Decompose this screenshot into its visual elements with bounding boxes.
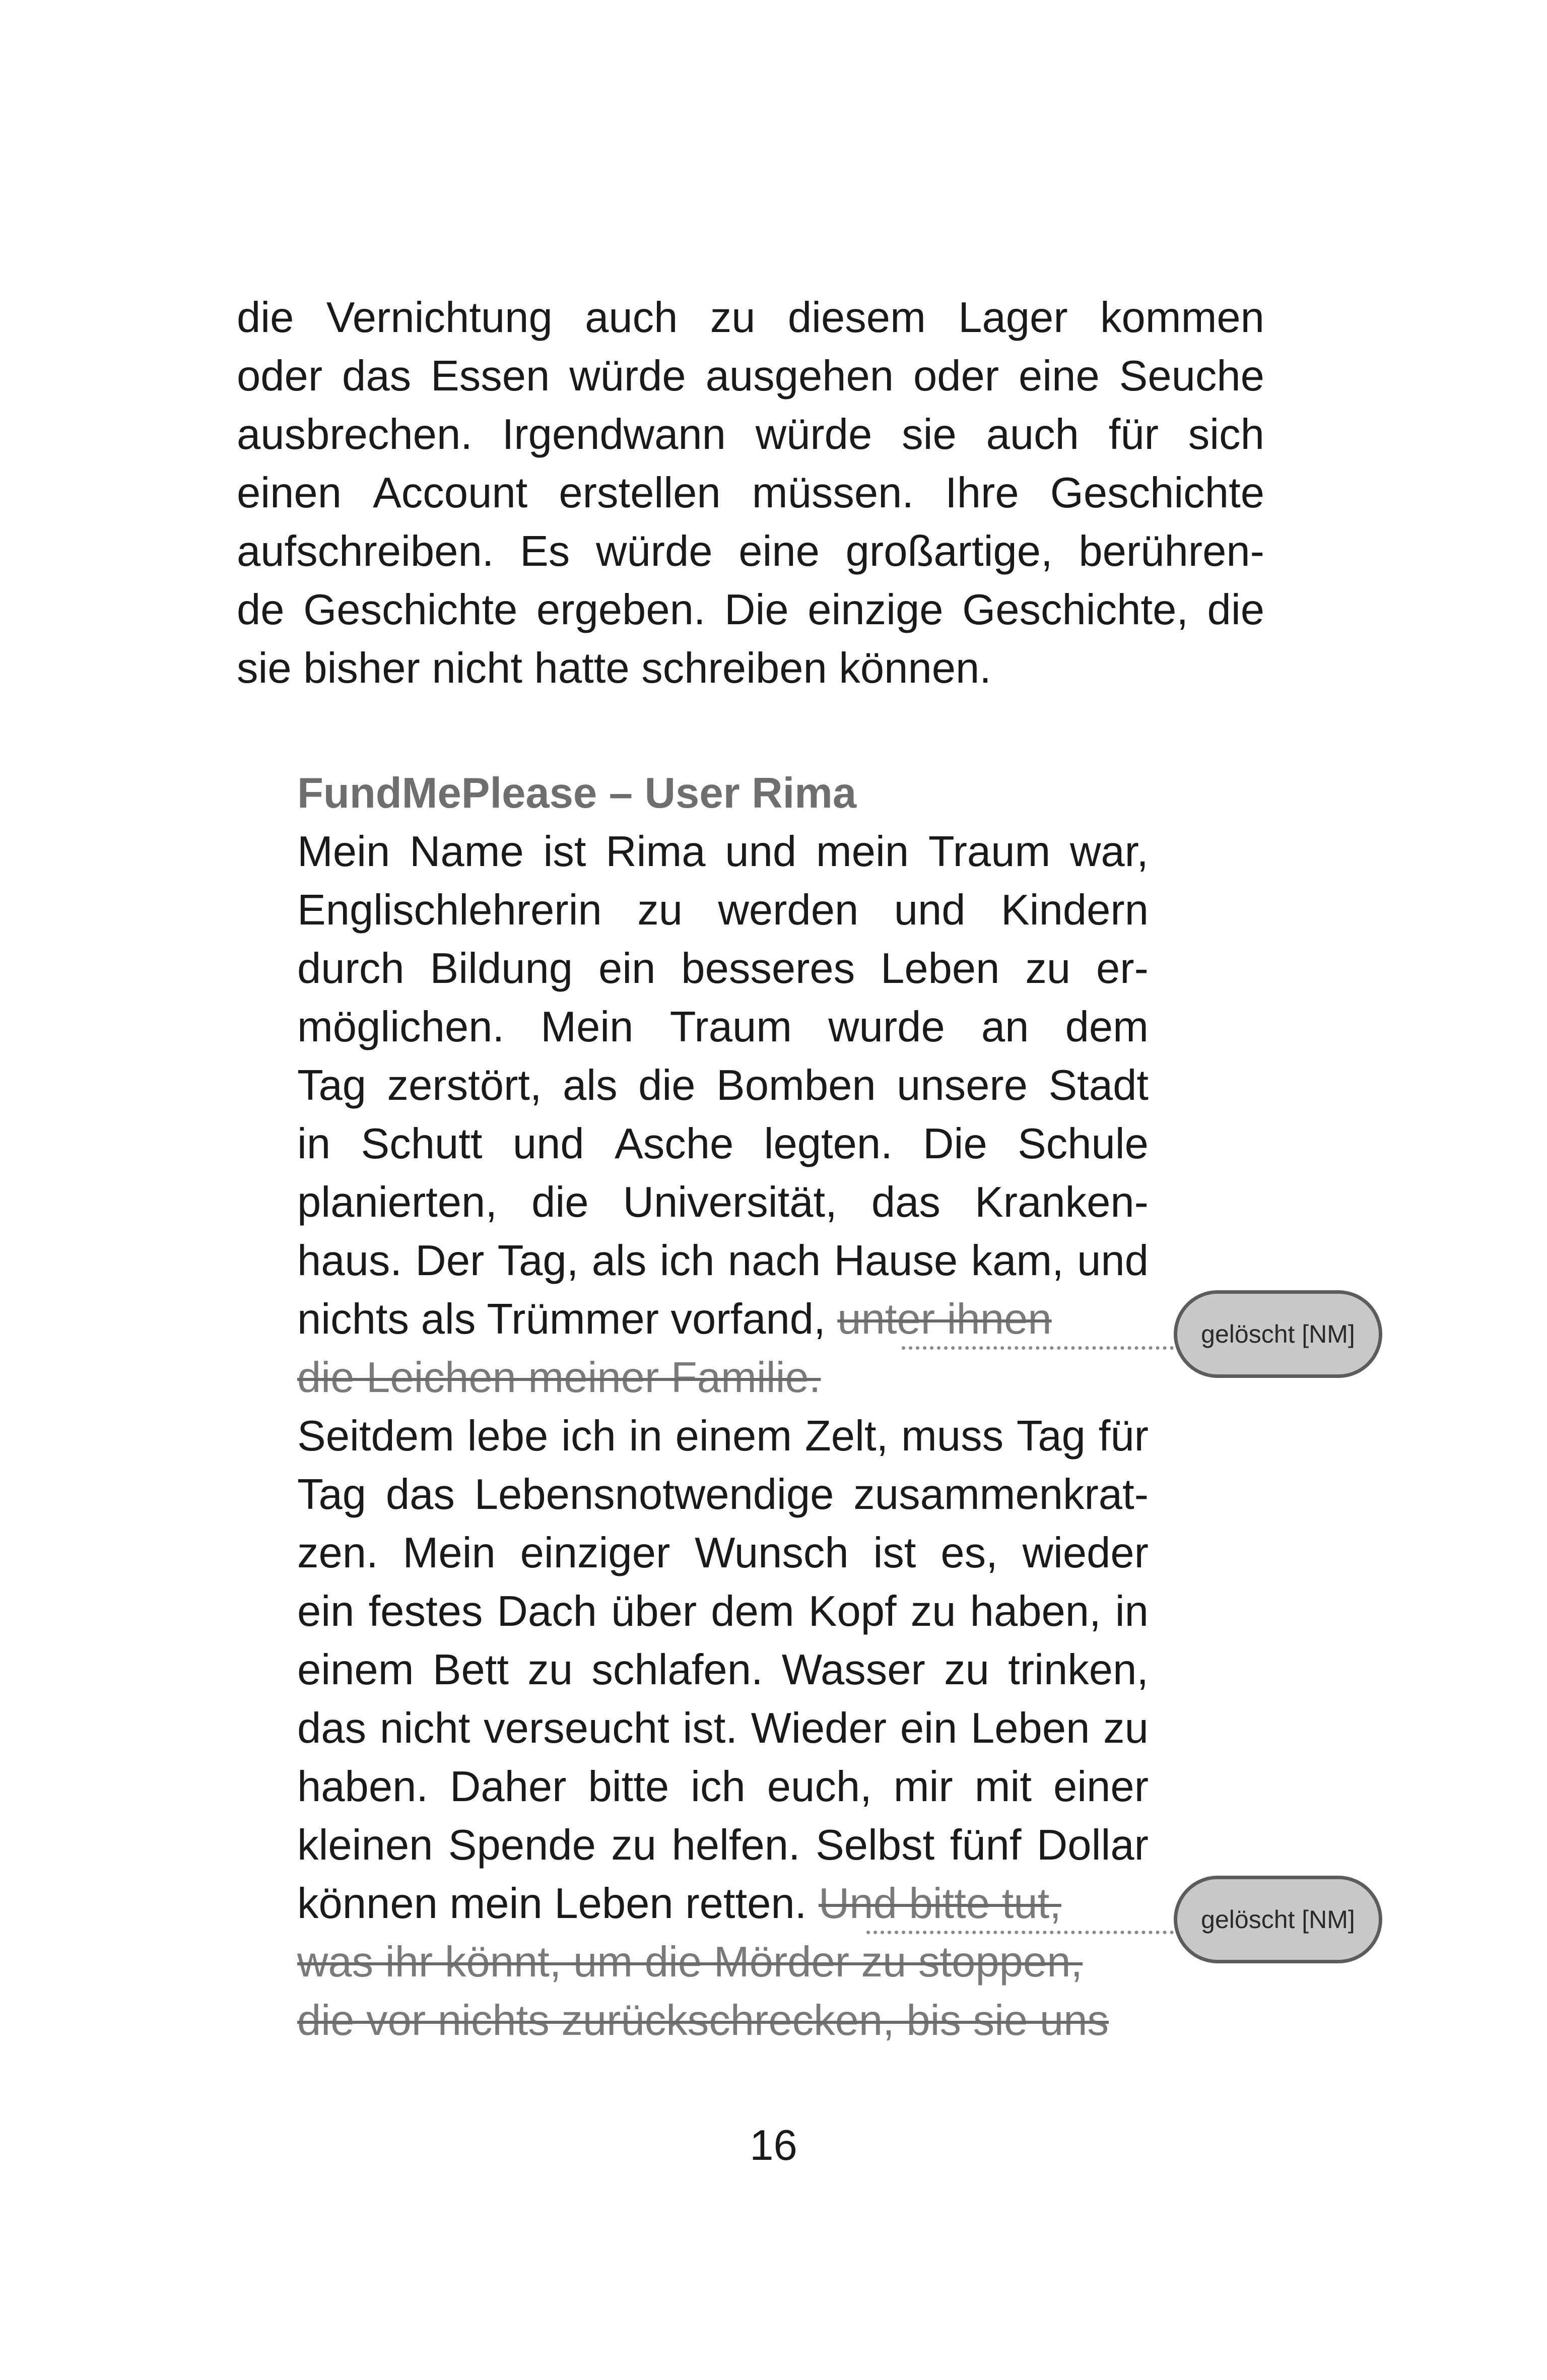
deleted-text: was ihr könnt, um die Mörder zu stoppen, — [297, 1938, 1083, 1986]
word: das — [385, 1471, 455, 1518]
word: unsere — [897, 1062, 1028, 1109]
intro-line: sie bisher nicht hatte schreiben können. — [237, 644, 991, 692]
word: de — [237, 586, 285, 634]
deleted-text: Und bitte tut, — [818, 1880, 1061, 1928]
word: mit — [974, 1763, 1032, 1811]
intro-line — [237, 413, 1264, 456]
word: Universität, — [623, 1178, 837, 1226]
word: legten. — [764, 1120, 893, 1168]
word: eine — [1019, 352, 1100, 400]
post-line — [297, 1821, 1149, 1869]
intro-line — [237, 352, 1264, 400]
word: Mein — [297, 828, 390, 876]
word: war, — [1070, 828, 1149, 876]
word: Traum — [669, 1003, 792, 1051]
word: Zelt, — [804, 1412, 889, 1460]
word: Geschichte — [303, 586, 518, 634]
word: zu — [637, 886, 683, 934]
word: Daher — [449, 1763, 567, 1811]
word: die — [237, 294, 294, 342]
word: Lager — [958, 294, 1068, 342]
word: möglichen. — [297, 1003, 505, 1051]
word: Leben — [971, 1704, 1090, 1752]
word: Geschichte — [1050, 469, 1264, 517]
post-line — [297, 1763, 1149, 1811]
word: zu — [611, 1821, 657, 1869]
word: durch — [297, 945, 405, 993]
word: zerstört, — [387, 1062, 542, 1109]
word: einer — [1053, 1763, 1149, 1811]
word: würde — [755, 411, 872, 458]
word: Tag — [297, 1471, 367, 1518]
intro-line — [237, 527, 1264, 575]
deleted-annotation-bubble: gelöscht [NM] — [1174, 1876, 1382, 1963]
word: dem — [1065, 1003, 1149, 1051]
word: Asche — [615, 1120, 734, 1168]
word: müssen. — [752, 469, 914, 517]
word: Schule — [1018, 1120, 1149, 1168]
word: er- — [1096, 945, 1149, 993]
word: und — [725, 828, 797, 876]
word: Bett — [432, 1646, 509, 1694]
word: mein — [816, 828, 909, 876]
word: in — [297, 1120, 331, 1168]
word: Englischlehrerin — [297, 886, 602, 934]
word: euch, — [767, 1763, 872, 1811]
word: erstellen — [559, 469, 721, 517]
annotation-connector — [866, 1931, 1174, 1934]
word: nach — [727, 1237, 821, 1285]
word: haben. — [297, 1763, 428, 1811]
word: diesem — [787, 294, 926, 342]
word: kleinen — [297, 1821, 433, 1869]
word: festes — [368, 1588, 483, 1635]
deleted-text: die vor nichts zurückschrecken, bis sie uns — [297, 1997, 1109, 2044]
deleted-text: unter ihnen — [837, 1295, 1052, 1343]
word: zusammenkrat- — [853, 1471, 1149, 1518]
word: zu — [944, 1646, 989, 1694]
word: auch — [585, 294, 678, 342]
word: und — [894, 886, 966, 934]
post-line — [297, 1412, 1149, 1460]
word: aufschreiben. — [237, 527, 494, 575]
deleted-annotation-bubble: gelöscht [NM] — [1174, 1290, 1382, 1378]
post-line — [297, 1646, 1149, 1694]
word: Tag — [1016, 1412, 1086, 1460]
word: großartige, — [845, 527, 1053, 575]
word: Traum — [928, 828, 1051, 876]
word: oder — [913, 352, 999, 400]
word: für — [1108, 411, 1159, 458]
word: Essen — [431, 352, 550, 400]
word: die — [1207, 586, 1264, 634]
post-heading: FundMePlease – User Rima — [297, 769, 857, 817]
word: die — [531, 1178, 589, 1226]
word: zu — [1103, 1704, 1149, 1752]
word: sich — [1188, 411, 1264, 458]
word: Name — [409, 828, 524, 876]
word: Kranken- — [975, 1178, 1149, 1226]
word: Leben — [881, 945, 1000, 993]
post-line: nichts als Trümmer vorfand, unter ihnen — [297, 1295, 1052, 1343]
word: Mein — [402, 1529, 496, 1577]
word: nicht — [379, 1704, 470, 1752]
word: wurde — [828, 1003, 945, 1051]
word: muss — [901, 1412, 1004, 1460]
word: ergeben. — [536, 586, 706, 634]
word: das — [297, 1704, 367, 1752]
word: Vernichtung — [326, 294, 553, 342]
post-line — [297, 828, 1149, 876]
word: für — [1098, 1412, 1149, 1460]
word: Selbst — [816, 1821, 935, 1869]
word: Geschichte, — [962, 586, 1188, 634]
word: wieder — [1022, 1529, 1149, 1577]
word: Wasser — [781, 1646, 925, 1694]
word: Lebensnotwendige — [474, 1471, 834, 1518]
word: Seuche — [1119, 352, 1264, 400]
word: Wunsch — [695, 1529, 849, 1577]
word: oder — [237, 352, 323, 400]
word: ausgehen — [705, 352, 894, 400]
word: Dollar — [1036, 1821, 1149, 1869]
word: in — [1115, 1588, 1149, 1635]
word: Die — [724, 586, 789, 634]
word: Der — [415, 1237, 485, 1285]
word: einzige — [808, 586, 944, 634]
word: auch — [986, 411, 1079, 458]
post-line — [297, 1590, 1149, 1633]
word: sie — [902, 411, 957, 458]
post-line — [297, 1237, 1149, 1285]
word: das — [871, 1178, 940, 1226]
word: ist. — [683, 1704, 738, 1752]
word: Tag — [297, 1062, 367, 1109]
word: Kindern — [1000, 886, 1149, 934]
post-line — [297, 945, 1149, 993]
word: Mein — [541, 1003, 634, 1051]
word: eine — [738, 527, 820, 575]
post-line — [297, 1178, 1149, 1226]
word: ein — [297, 1588, 355, 1635]
word: ist — [873, 1529, 916, 1577]
word: Ihre — [945, 469, 1019, 517]
word: Tag, — [497, 1237, 579, 1285]
word: Account — [373, 469, 528, 517]
word: als — [563, 1062, 618, 1109]
word: zu — [1025, 945, 1071, 993]
word: kam, — [971, 1237, 1064, 1285]
post-line: können mein Leben retten. Und bitte tut, — [297, 1880, 1061, 1928]
word: einziger — [520, 1529, 670, 1577]
word: Bomben — [716, 1062, 876, 1109]
word: helfen. — [671, 1821, 800, 1869]
word: würde — [595, 527, 713, 575]
post-line — [297, 1529, 1149, 1577]
word: berühren- — [1079, 527, 1264, 575]
deleted-text: die Leichen meiner Familie. — [297, 1354, 821, 1402]
word: Schutt — [361, 1120, 483, 1168]
page-number: 16 — [750, 2122, 797, 2169]
word: einem — [675, 1412, 792, 1460]
word: die — [638, 1062, 696, 1109]
word: zu — [710, 294, 756, 342]
word: mir — [893, 1763, 953, 1811]
word: werden — [718, 886, 859, 934]
post-line — [297, 1120, 1149, 1168]
word: planierten, — [297, 1178, 497, 1226]
word: zu — [527, 1646, 573, 1694]
word: Es — [520, 527, 570, 575]
word: dem — [711, 1588, 794, 1635]
word: Kopf — [808, 1588, 897, 1635]
word: ein — [900, 1704, 958, 1752]
word: Stadt — [1048, 1062, 1149, 1109]
word: Die — [923, 1120, 987, 1168]
word: lebe — [467, 1412, 549, 1460]
word: zen. — [297, 1529, 378, 1577]
word: Dach — [497, 1588, 597, 1635]
word: kommen — [1100, 294, 1264, 342]
intro-line — [237, 586, 1264, 634]
word: in — [629, 1412, 662, 1460]
intro-line — [237, 294, 1264, 342]
word: als — [591, 1237, 647, 1285]
word: es, — [940, 1529, 998, 1577]
post-line — [297, 1473, 1149, 1516]
word: und — [1077, 1237, 1149, 1285]
word: Irgendwann — [502, 411, 726, 458]
word: ich — [561, 1412, 616, 1460]
word: fünf — [950, 1821, 1022, 1869]
word: haben, — [970, 1588, 1101, 1635]
word: das — [342, 352, 412, 400]
word: würde — [569, 352, 686, 400]
word: über — [611, 1588, 697, 1635]
word: und — [512, 1120, 584, 1168]
annotation-connector — [902, 1346, 1174, 1350]
word: verseucht — [484, 1704, 669, 1752]
word: ist — [543, 828, 586, 876]
word: einem — [297, 1646, 414, 1694]
word: besseres — [681, 945, 855, 993]
word: ausbrechen. — [237, 411, 473, 458]
post-line — [297, 1064, 1149, 1107]
word: ein — [598, 945, 656, 993]
word: Hause — [834, 1237, 958, 1285]
word: Wieder — [751, 1704, 887, 1752]
word: ich — [691, 1763, 746, 1811]
post-line — [297, 886, 1149, 934]
word: Spende — [448, 1821, 596, 1869]
word: bitte — [588, 1763, 669, 1811]
word: einen — [237, 469, 342, 517]
word: Rima — [606, 828, 706, 876]
word: zu — [910, 1588, 956, 1635]
word: an — [981, 1003, 1029, 1051]
post-line — [297, 1704, 1149, 1752]
word: Seitdem — [297, 1412, 454, 1460]
word: schlafen. — [591, 1646, 763, 1694]
intro-line — [237, 469, 1264, 517]
word: Bildung — [430, 945, 573, 993]
word: ich — [659, 1237, 715, 1285]
word: trinken, — [1008, 1646, 1149, 1694]
word: haus. — [297, 1237, 402, 1285]
post-line — [297, 1003, 1149, 1051]
